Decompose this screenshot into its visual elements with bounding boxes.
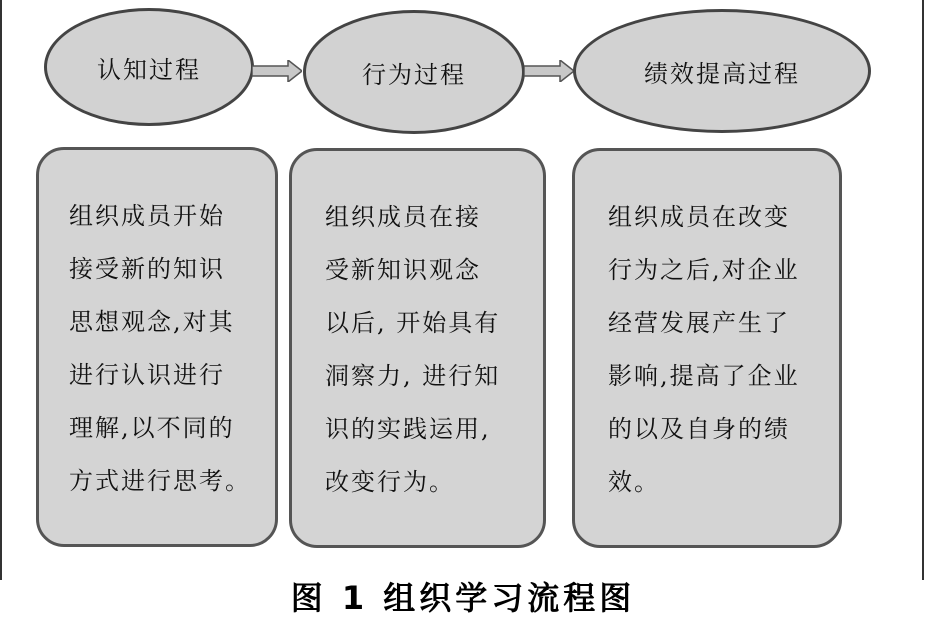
description-line: 的以及自身的绩 (608, 415, 790, 443)
description-line: 方式进行思考。 (69, 467, 251, 495)
description-line: 效。 (608, 468, 660, 496)
figure-caption: 图 1 组织学习流程图 (290, 579, 636, 617)
arrow-right-icon (252, 60, 302, 82)
description-line: 接受新的知识 (69, 255, 225, 283)
stage-behavior-description (289, 148, 546, 548)
stage-behavior-oval (303, 10, 525, 134)
description-line: 组织成员开始 (69, 202, 225, 230)
description-line: 识的实践运用, (325, 415, 491, 443)
description-line: 行为之后,对企业 (608, 256, 800, 284)
description-line: 洞察力, 进行知 (325, 362, 501, 390)
stage-cognition-oval (44, 8, 254, 126)
stage-performance-title: 绩效提高过程 (644, 59, 800, 88)
description-line: 影响,提高了企业 (608, 362, 800, 390)
description-line: 组织成员在改变 (608, 203, 790, 231)
stage-cognition-description (36, 147, 278, 547)
description-line: 组织成员在接 (325, 203, 481, 231)
stage-cognition-title: 认知过程 (97, 55, 201, 84)
description-line: 以后, 开始具有 (325, 309, 501, 337)
arrow-right-icon (524, 60, 574, 82)
description-line: 受新知识观念 (325, 256, 481, 284)
description-line: 理解,以不同的 (69, 414, 235, 442)
description-line: 改变行为。 (325, 468, 455, 496)
description-line: 经营发展产生了 (608, 309, 790, 337)
stage-performance-description (572, 148, 842, 548)
description-line: 思想观念,对其 (69, 308, 235, 336)
stage-behavior-title: 行为过程 (362, 60, 466, 89)
stage-performance-oval (573, 9, 871, 133)
description-line: 进行认识进行 (69, 361, 225, 389)
